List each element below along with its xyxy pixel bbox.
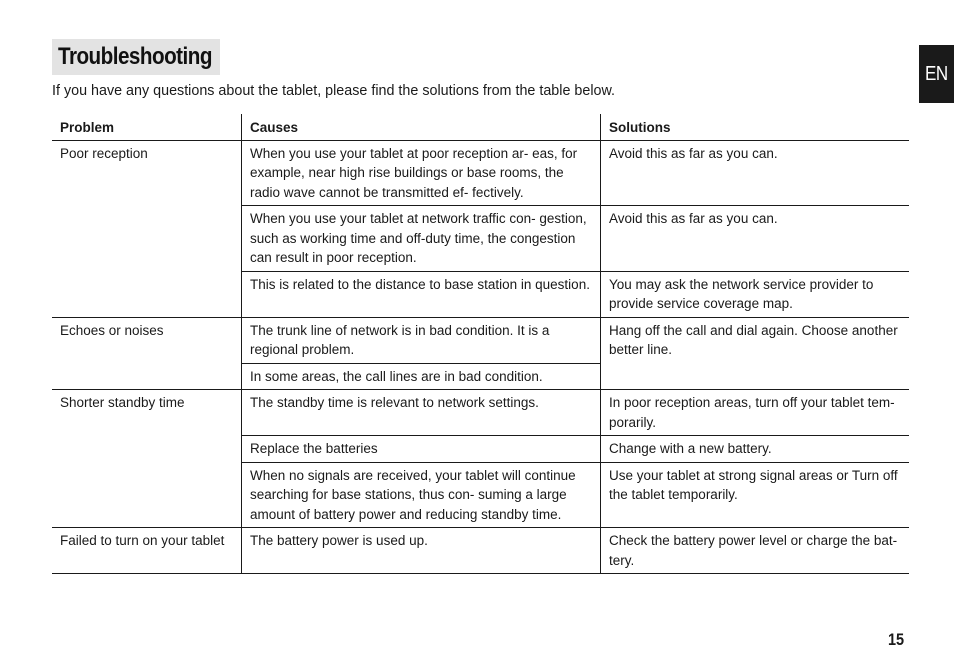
cause-cell: The trunk line of network is in bad condition. It is a regional problem. xyxy=(242,317,601,363)
intro-text: If you have any questions about the tablet, please find the solutions from the table below. xyxy=(52,82,616,99)
problem-cell: Shorter standby time xyxy=(52,390,242,528)
table-row xyxy=(52,390,909,436)
solution-cell: Change with a new battery. xyxy=(601,436,910,463)
cause-cell: This is related to the distance to base station in question. xyxy=(242,271,601,317)
cause-cell: When no signals are received, your tablet will continue searching for base stations, thus con- suming a large amount of battery power and reducing standby time. xyxy=(242,462,601,528)
problem-cell: Failed to turn on your tablet xyxy=(52,528,242,574)
solution-cell: You may ask the network service provider to provide service coverage map. xyxy=(601,271,910,317)
header-problem: Problem xyxy=(52,114,242,140)
solution-cell: Avoid this as far as you can. xyxy=(601,206,910,272)
language-tab xyxy=(919,45,954,103)
cause-cell: When you use your tablet at network traffic con- gestion, such as working time and off-duty time, the congestion can result in poor reception. xyxy=(242,206,601,272)
table-header-row xyxy=(52,114,909,140)
solution-cell: Hang off the call and dial again. Choose another better line. xyxy=(601,317,910,390)
cause-cell: In some areas, the call lines are in bad condition. xyxy=(242,363,601,390)
solution-cell: Use your tablet at strong signal areas or Turn off the tablet temporarily. xyxy=(601,462,910,528)
cause-cell: When you use your tablet at poor reception ar- eas, for example, near high rise buildings or base rooms, the radio wave cannot be transmitted ef- fectively. xyxy=(242,140,601,206)
cause-cell: The standby time is relevant to network settings. xyxy=(242,390,601,436)
header-solutions: Solutions xyxy=(601,114,910,140)
table-row xyxy=(52,528,909,574)
title-box xyxy=(52,39,220,75)
cause-cell: Replace the batteries xyxy=(242,436,601,463)
page-number: 15 xyxy=(888,630,905,649)
solution-cell: In poor reception areas, turn off your tablet tem- porarily. xyxy=(601,390,910,436)
troubleshooting-table xyxy=(52,114,909,574)
table-row xyxy=(52,317,909,363)
problem-cell: Echoes or noises xyxy=(52,317,242,390)
table-row xyxy=(52,140,909,206)
solution-cell: Check the battery power level or charge the bat- tery. xyxy=(601,528,910,574)
header-causes: Causes xyxy=(242,114,601,140)
solution-cell: Avoid this as far as you can. xyxy=(601,140,910,206)
page-title: Troubleshooting xyxy=(58,43,212,70)
cause-cell: The battery power is used up. xyxy=(242,528,601,574)
language-tab-label: EN xyxy=(925,62,948,85)
problem-cell: Poor reception xyxy=(52,140,242,317)
